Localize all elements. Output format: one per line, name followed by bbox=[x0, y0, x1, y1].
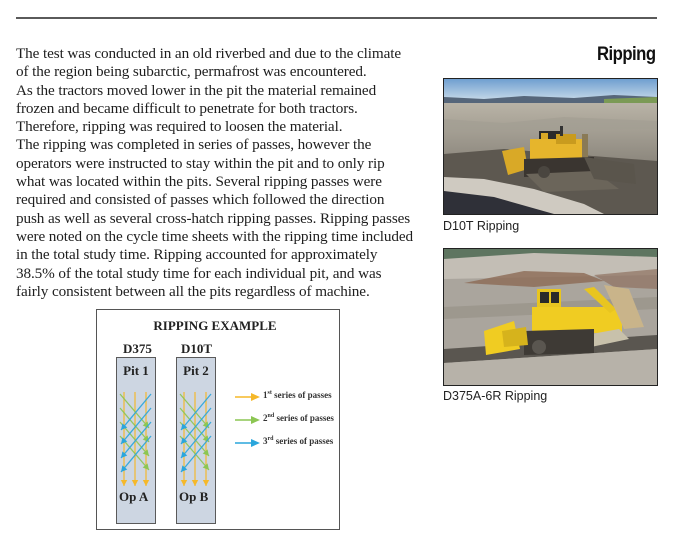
body-line: As the tractors moved lower in the pit the material remained bbox=[16, 81, 377, 99]
arrow-right-icon bbox=[235, 438, 261, 448]
body-line: operators were instructed to stay within the pit and to only rip bbox=[16, 154, 385, 172]
body-line: frozen and became difficult to penetrate for both tractors. bbox=[16, 99, 358, 117]
body-line: push as well as several cross-hatch ripping passes. Ripping passes bbox=[16, 209, 411, 227]
d375a-ripping-photo bbox=[443, 248, 658, 386]
body-line: required and consisted of passes which followed the direction bbox=[16, 191, 385, 209]
legend-num: 1 bbox=[263, 390, 268, 400]
legend-sup: st bbox=[267, 390, 272, 396]
body-line: The test was conducted in an old riverbed and due to the climate bbox=[16, 45, 401, 62]
body-line: in the total study time. Ripping accounted for approximately bbox=[16, 246, 378, 264]
diagram-title: RIPPING EXAMPLE bbox=[153, 318, 277, 333]
legend-sup: rd bbox=[267, 436, 274, 442]
body-line: fairly consistent between all the pits regardless of machine. bbox=[16, 282, 370, 300]
pit-label: Pit 2 bbox=[183, 363, 209, 378]
header-rule bbox=[16, 17, 657, 19]
first-pass-arrowhead bbox=[121, 480, 127, 486]
legend-label: series of passes bbox=[271, 390, 332, 400]
legend-label: series of passes bbox=[273, 436, 334, 446]
photo-caption: D10T Ripping bbox=[443, 219, 520, 233]
pass-arrows bbox=[177, 390, 214, 490]
first-pass-arrowhead bbox=[181, 480, 187, 486]
legend-num: 2 bbox=[263, 413, 268, 423]
operator-label: Op A bbox=[119, 489, 149, 504]
machine-label: D10T bbox=[181, 341, 213, 356]
body-line: Therefore, ripping was required to loosen the material. bbox=[16, 118, 343, 136]
body-line: 38.5% of the total study time for each individual pit, and was bbox=[16, 264, 382, 282]
body-line: were noted on the cycle time sheets with the ripping time included bbox=[16, 227, 414, 245]
body-line: what was located within the pits. Several ripping passes were bbox=[16, 173, 382, 191]
body-line: The ripping was completed in series of passes, however the bbox=[16, 136, 372, 154]
body-line: of the region being subarctic, permafrost was encountered. bbox=[16, 63, 367, 81]
d10t-ripping-photo bbox=[443, 78, 658, 215]
pit-column bbox=[116, 357, 156, 524]
first-pass-arrowhead bbox=[143, 480, 149, 486]
arrow-right-icon bbox=[235, 415, 261, 425]
photo-caption: D375A-6R Ripping bbox=[443, 389, 548, 403]
pit-label: Pit 1 bbox=[123, 363, 149, 378]
section-title: Ripping bbox=[597, 44, 656, 65]
machine-label: D375 bbox=[123, 341, 152, 356]
first-pass-arrowhead bbox=[203, 480, 209, 486]
ripping-example-diagram bbox=[96, 309, 340, 530]
first-pass-arrowhead bbox=[192, 480, 198, 486]
pass-arrows bbox=[117, 390, 154, 490]
legend-num: 3 bbox=[263, 436, 268, 446]
legend-sup: nd bbox=[267, 413, 275, 419]
first-pass-arrowhead bbox=[132, 480, 138, 486]
arrow-right-icon bbox=[235, 392, 261, 402]
pit-column bbox=[176, 357, 216, 524]
operator-label: Op B bbox=[179, 489, 209, 504]
body-paragraph bbox=[16, 45, 436, 301]
legend-label: series of passes bbox=[274, 413, 334, 423]
